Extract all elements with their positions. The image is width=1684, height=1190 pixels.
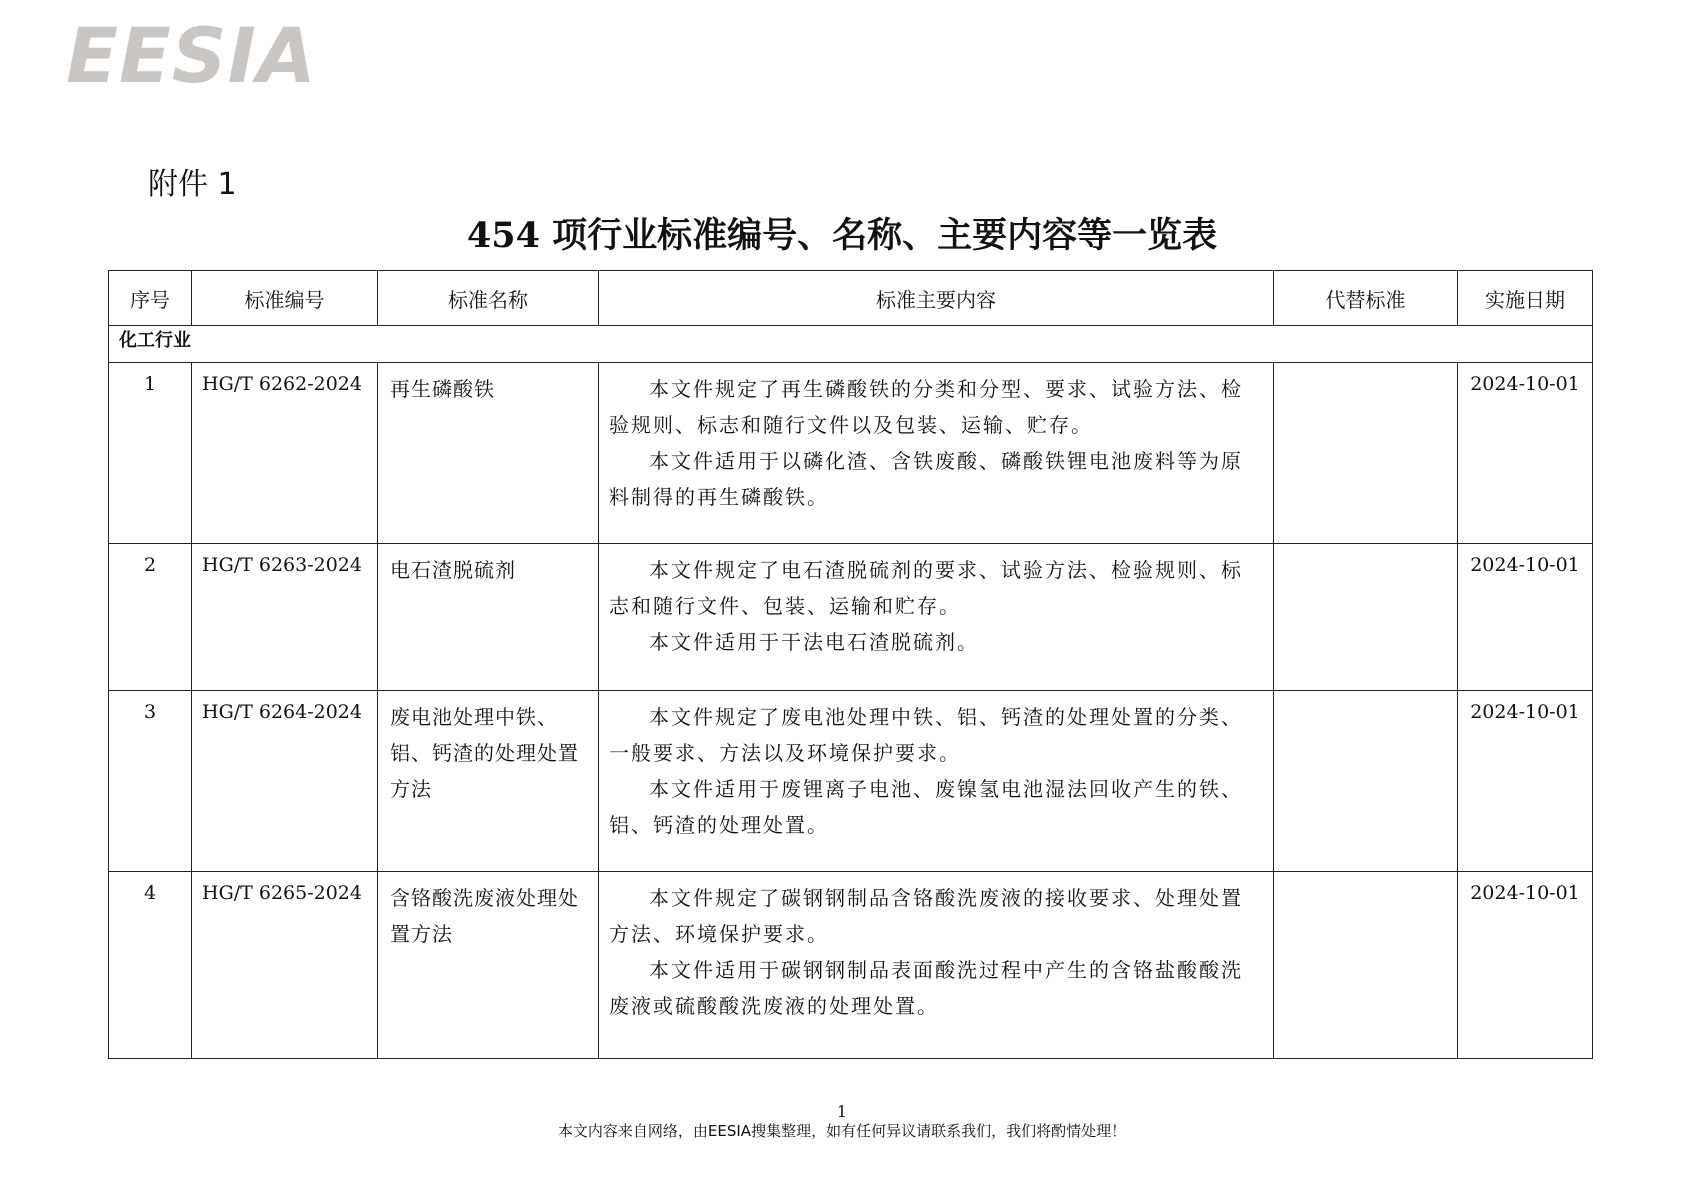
- content-paragraph: 本文件规定了电石渣脱硫剂的要求、试验方法、检验规则、标志和随行文件、包装、运输和贮存。: [609, 558, 1243, 618]
- row-date: 2024-10-01: [1458, 363, 1593, 544]
- row-content: [599, 544, 1274, 691]
- row-content: [599, 872, 1274, 1059]
- row-code: HG/T 6264-2024: [192, 691, 378, 872]
- row-date: 2024-10-01: [1458, 691, 1593, 872]
- group-label: 化工行业: [109, 326, 1593, 363]
- row-code: HG/T 6265-2024: [192, 872, 378, 1059]
- row-name: 电石渣脱硫剂: [378, 544, 599, 691]
- row-replaces: [1274, 872, 1458, 1059]
- table-header-row: [109, 271, 1593, 326]
- row-code: HG/T 6262-2024: [192, 363, 378, 544]
- table-row: [109, 691, 1593, 872]
- content-paragraph: 本文件规定了再生磷酸铁的分类和分型、要求、试验方法、检验规则、标志和随行文件以及包装、运输、贮存。: [609, 377, 1243, 437]
- page-title: 454 项行业标准编号、名称、主要内容等一览表: [466, 215, 1218, 256]
- row-name: 废电池处理中铁、铝、钙渣的处理处置方法: [378, 691, 599, 872]
- row-no: 2: [109, 544, 192, 691]
- content-paragraph: 本文件适用于废锂离子电池、废镍氢电池湿法回收产生的铁、铝、钙渣的处理处置。: [609, 777, 1243, 837]
- header-code: 标准编号: [192, 271, 378, 326]
- group-row: [109, 326, 1593, 363]
- row-name: 再生磷酸铁: [378, 363, 599, 544]
- content-paragraph: 本文件规定了碳钢钢制品含铬酸洗废液的接收要求、处理处置方法、环境保护要求。: [609, 886, 1243, 946]
- header-replaces: 代替标准: [1274, 271, 1458, 326]
- row-content: [599, 691, 1274, 872]
- row-no: 4: [109, 872, 192, 1059]
- row-replaces: [1274, 691, 1458, 872]
- header-content: 标准主要内容: [599, 271, 1274, 326]
- attachment-label: 附件 1: [148, 167, 237, 202]
- header-date: 实施日期: [1458, 271, 1593, 326]
- content-paragraph: 本文件适用于碳钢钢制品表面酸洗过程中产生的含铬盐酸酸洗废液或硫酸酸洗废液的处理处置。: [609, 958, 1243, 1018]
- row-no: 3: [109, 691, 192, 872]
- table-row: [109, 363, 1593, 544]
- table-row: [109, 544, 1593, 691]
- content-paragraph: 本文件规定了废电池处理中铁、铝、钙渣的处理处置的分类、一般要求、方法以及环境保护要求。: [609, 705, 1243, 765]
- content-paragraph: 本文件适用于以磷化渣、含铁废酸、磷酸铁锂电池废料等为原料制得的再生磷酸铁。: [609, 449, 1243, 509]
- row-replaces: [1274, 363, 1458, 544]
- header-name: 标准名称: [378, 271, 599, 326]
- content-paragraph: 本文件适用于干法电石渣脱硫剂。: [649, 630, 979, 654]
- page-number: 1: [836, 1102, 848, 1121]
- row-content: [599, 363, 1274, 544]
- row-code: HG/T 6263-2024: [192, 544, 378, 691]
- row-date: 2024-10-01: [1458, 544, 1593, 691]
- row-name: 含铬酸洗废液处理处置方法: [378, 872, 599, 1059]
- footer-disclaimer: 本文内容来自网络，由EESIA搜集整理，如有任何异议请联系我们，我们将酌情处理！: [557, 1122, 1127, 1140]
- row-replaces: [1274, 544, 1458, 691]
- table-row: [109, 872, 1593, 1059]
- eesia-logo: EESIA: [66, 11, 317, 100]
- row-date: 2024-10-01: [1458, 872, 1593, 1059]
- header-no: 序号: [109, 271, 192, 326]
- row-no: 1: [109, 363, 192, 544]
- standards-table: [108, 270, 1593, 1059]
